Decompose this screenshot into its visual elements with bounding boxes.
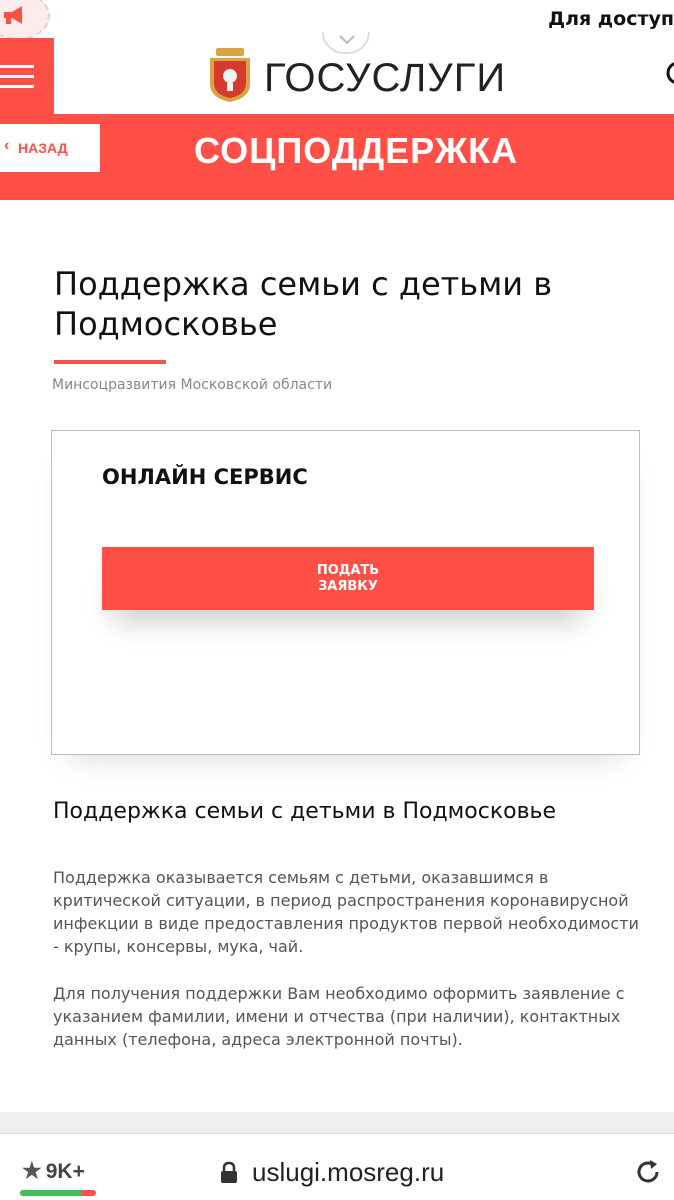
rating-bar (20, 1190, 96, 1196)
browser-address-bar (0, 1140, 674, 1200)
search-icon[interactable] (660, 60, 674, 92)
back-button[interactable] (0, 124, 100, 172)
chevron-left-icon: ‹ (4, 137, 10, 154)
submit-button-line-2: ЗАЯВКУ (318, 578, 378, 594)
section-title: СОЦПОДДЕРЖКА (194, 130, 519, 171)
submit-button-line-1: ПОДАТЬ (316, 562, 380, 578)
rating-value: 9K+ (45, 1160, 85, 1183)
online-service-heading: ОНЛАЙН СЕРВИС (102, 465, 308, 489)
description-paragraph-1: Поддержка оказывается семьям с детьми, оказавшимся в критической ситуации, в период распространения коронавирусной инфекции в виде предоставления продуктов первой необходимости - крупы, консервы, мука, чай. (53, 868, 639, 956)
url-field[interactable]: uslugi.mosreg.ru (252, 1157, 445, 1187)
title-underline (54, 360, 166, 364)
megaphone-icon[interactable] (0, 0, 50, 40)
page-footer-strip (0, 1112, 674, 1134)
chevron-down-icon[interactable] (322, 32, 370, 54)
description-title: Поддержка семьи с детьми в Подмосковье (53, 799, 557, 824)
star-icon: ★ (22, 1158, 42, 1183)
site-rating[interactable] (22, 1158, 85, 1184)
page-title: Поддержка семьи с детьми в Подмосковье (54, 265, 553, 343)
reload-icon[interactable] (636, 1158, 662, 1186)
accessibility-link[interactable]: Для доступ (548, 8, 674, 30)
ministry-label: Минсоцразвития Московской области (52, 377, 333, 393)
online-service-card (51, 430, 640, 755)
hamburger-menu-icon[interactable] (0, 38, 54, 114)
brand-title[interactable]: ГОСУСЛУГИ (264, 56, 507, 100)
rating-bar-fill (20, 1190, 81, 1196)
section-band (0, 114, 674, 200)
submit-application-button[interactable] (102, 547, 594, 610)
back-button-label: НАЗАД (18, 140, 68, 156)
coat-of-arms-icon (206, 46, 254, 104)
description-paragraph-2: Для получения поддержки Вам необходимо оформить заявление с указанием фамилии, имени и отчества (при наличии), контактных данных (телефона, адреса электронной почты). (53, 984, 625, 1049)
site-header (0, 38, 674, 114)
lock-icon[interactable] (219, 1161, 239, 1185)
